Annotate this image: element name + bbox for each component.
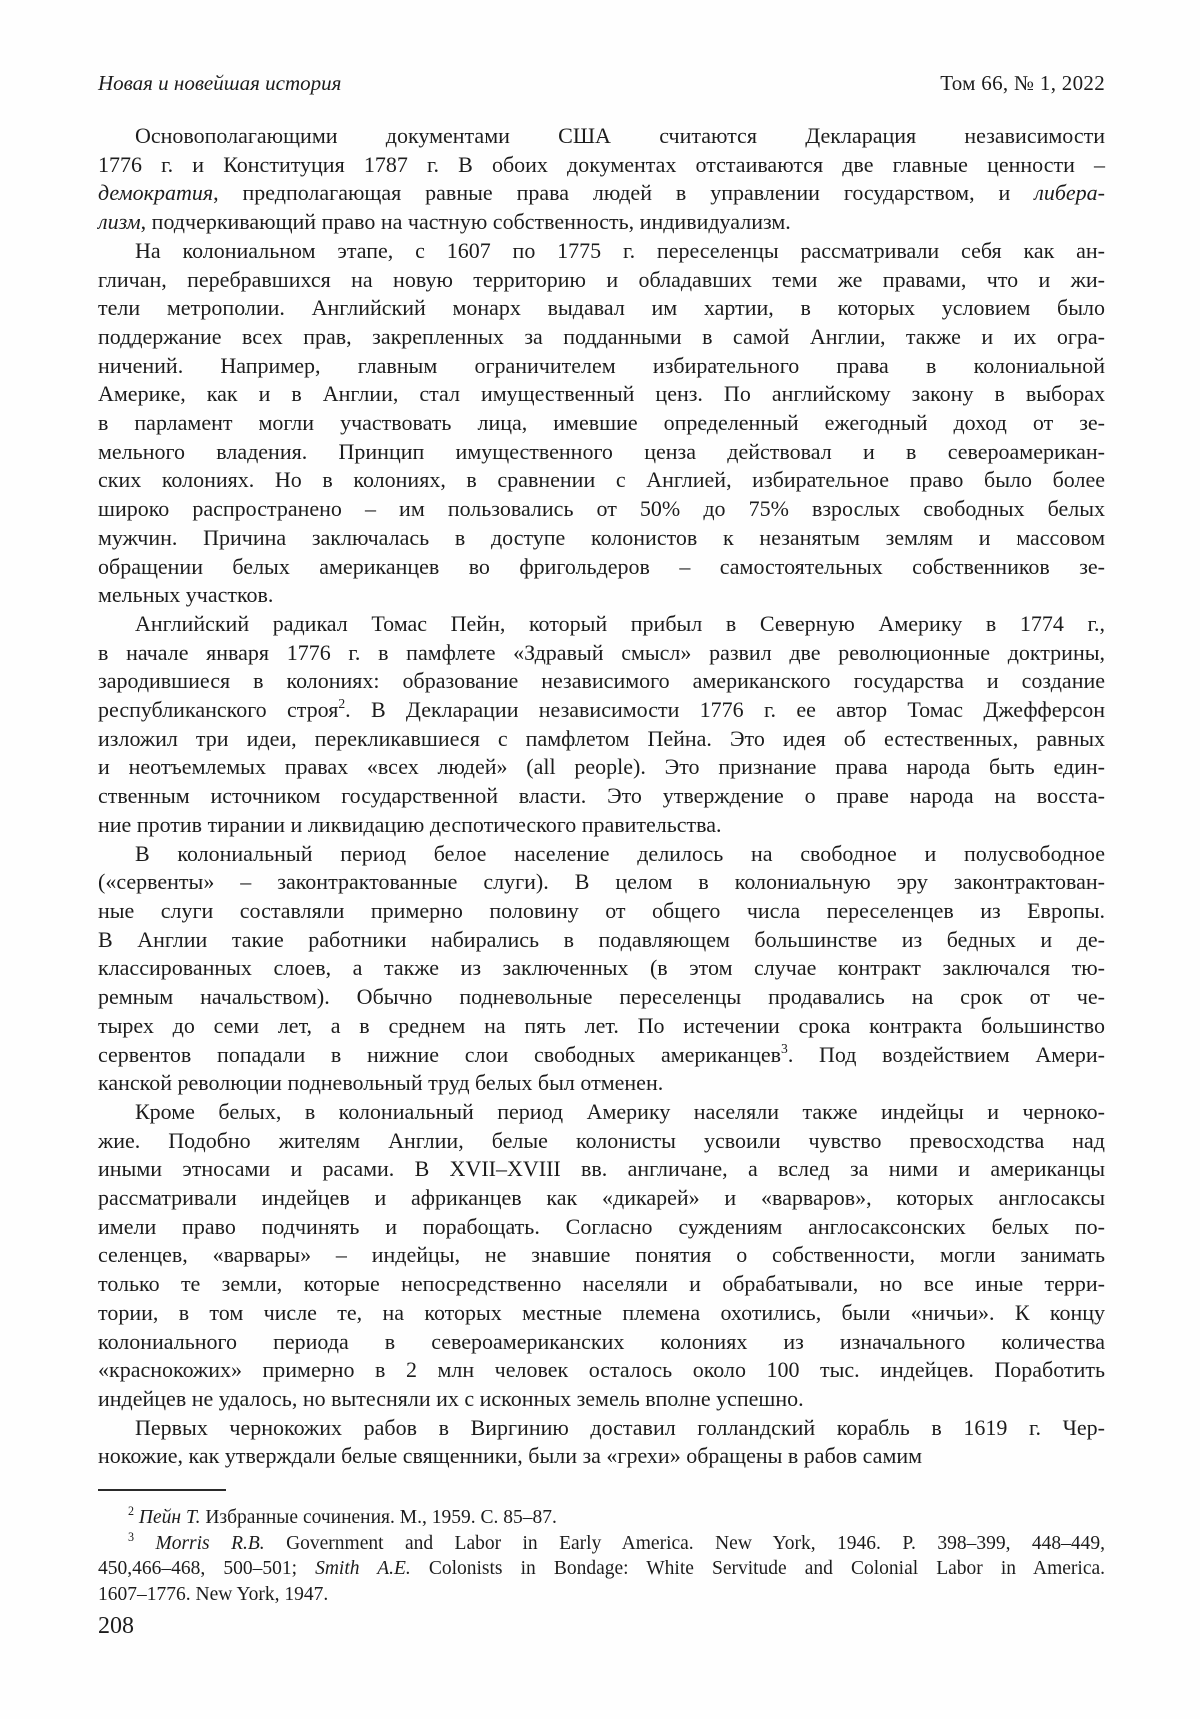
text-segment: , подчеркивающий право на частную собственность, индивидуализм.: [140, 209, 791, 235]
text-line: [98, 782, 1105, 811]
text-line: [98, 1213, 1105, 1242]
text-segment: Первых чернокожих рабов в Виргинию доставил голландский корабль в 1619 г. Чер-: [135, 1414, 1105, 1440]
text-segment: мужчин. Причина заключалась в доступе колонистов к незанятым землям и массовом: [98, 524, 1105, 550]
text-line: [98, 753, 1105, 782]
text-segment: Government and Labor in Early America. New York, 1946. P. 398–399, 448–449,: [264, 1532, 1105, 1554]
text-segment: колониального периода в североамериканских колониях из изначального количества: [98, 1328, 1105, 1354]
text-segment: в начале января 1776 г. в памфлете «Здравый смысл» развил две революционные доктрины,: [98, 639, 1105, 665]
text-line: [98, 639, 1105, 668]
footnote-marker: 2: [128, 1503, 135, 1518]
text-segment: и неотъемлемых правах «всех людей» (all people). Это признание права народа быть един-: [98, 754, 1105, 780]
text-line: [98, 179, 1105, 208]
text-segment: Америке, как и в Англии, стал имущественный ценз. По английскому закону в выборах: [98, 381, 1105, 407]
text-line: [98, 1012, 1105, 1041]
footnote: [98, 1531, 1105, 1608]
text-segment: сервентов попадали в нижние слои свободных американцев: [98, 1041, 781, 1067]
text-line: [98, 1069, 1105, 1098]
text-line: [98, 380, 1105, 409]
body-paragraph: [98, 610, 1105, 840]
text-line: [98, 954, 1105, 983]
text-segment: только те земли, которые непосредственно населяли и обрабатывали, но все иные терри-: [98, 1271, 1105, 1297]
text-segment: ние против тирании и ликвидацию деспотического правительства.: [98, 811, 722, 837]
text-segment: имели право подчинять и порабощать. Согласно суждениям англосаксонских белых по-: [98, 1213, 1105, 1239]
article-body: [98, 122, 1105, 1471]
text-segment: В колониальный период белое население делилось на свободное и полусвободное: [135, 840, 1105, 866]
text-segment: 1607–1776. New York, 1947.: [98, 1583, 329, 1605]
text-segment: ремным начальством). Обычно подневольные переселенцы продавались на срок от че-: [98, 984, 1105, 1010]
text-line: [98, 1127, 1105, 1156]
footnote: [98, 1505, 1105, 1531]
footnote-marker: 2: [338, 696, 346, 712]
body-paragraph: [98, 237, 1105, 610]
text-segment: На колониальном этапе, с 1607 по 1775 г. переселенцы рассматривали себя как ан-: [135, 237, 1105, 263]
text-line: [98, 667, 1105, 696]
footnotes: [98, 1505, 1105, 1607]
text-segment: селенцев, «варвары» – индейцы, не знавшие понятия о собственности, могли занимать: [98, 1242, 1105, 1268]
text-line: [98, 897, 1105, 926]
italic-text: Morris R.B.: [155, 1532, 265, 1554]
text-line: [98, 1531, 1105, 1557]
text-line: [98, 352, 1105, 381]
italic-text: демократия: [98, 180, 214, 206]
text-segment: ничений. Например, главным ограничителем избирательного права в колониальной: [98, 352, 1105, 378]
text-segment: . В Декларации независимости 1776 г. ее автор Томас Джефферсон: [345, 697, 1105, 723]
text-segment: Основополагающими документами США считаются Декларация независимости: [135, 123, 1105, 148]
text-line: [98, 581, 1105, 610]
text-line: [98, 323, 1105, 352]
text-line: [98, 409, 1105, 438]
text-line: [98, 524, 1105, 553]
text-segment: 450,466–468, 500–501;: [98, 1558, 316, 1580]
footer-area: [98, 1489, 1105, 1641]
text-line: [98, 237, 1105, 266]
italic-text: Пейн Т.: [138, 1507, 201, 1528]
text-line: [98, 1041, 1105, 1070]
text-segment: республиканского строя: [98, 697, 339, 723]
text-line: [98, 553, 1105, 582]
text-segment: мельных участков.: [98, 582, 274, 608]
text-line: [98, 151, 1105, 180]
text-segment: Избранные сочинения. М., 1959. С. 85–87.: [200, 1507, 557, 1528]
text-line: [98, 610, 1105, 639]
text-line: [98, 1442, 1105, 1471]
text-segment: классированных слоев, а также из заключенных (в этом случае контракт заключался тю-: [98, 955, 1105, 981]
text-segment: нокожие, как утверждали белые священники, были за «грехи» обращены в рабов самим: [98, 1443, 923, 1469]
page-number: 208: [98, 1613, 134, 1640]
italic-text: либера-: [1034, 180, 1105, 206]
body-paragraph: [98, 840, 1105, 1098]
text-segment: тырех до семи лет, а в среднем на пять лет. По истечении срока контракта большинство: [98, 1012, 1105, 1038]
text-segment: ских колониях. Но в колониях, в сравнении с Англией, избирательное право было более: [98, 467, 1105, 493]
text-line: [98, 1556, 1105, 1582]
text-segment: . Под воздействием Амери-: [787, 1041, 1106, 1067]
issue-info: Том 66, № 1, 2022: [940, 71, 1105, 95]
italic-text: лизм: [98, 209, 141, 235]
text-line: [98, 696, 1105, 725]
text-segment: [134, 1533, 155, 1554]
page-header: [98, 70, 1105, 96]
text-line: [98, 1270, 1105, 1299]
text-line: [98, 840, 1105, 869]
text-segment: В Англии такие работники набирались в подавляющем большинстве из бедных и де-: [98, 926, 1105, 952]
text-line: [98, 1098, 1105, 1127]
footnote-divider: [98, 1489, 226, 1491]
text-line: [98, 466, 1105, 495]
text-segment: зародившиеся в колониях: образование независимого американского государства и создание: [98, 668, 1105, 694]
text-segment: поддержание всех прав, закрепленных за подданными в самой Англии, также и их огра-: [98, 323, 1105, 349]
text-line: [98, 811, 1105, 840]
text-line: [98, 926, 1105, 955]
footnote-marker: 3: [781, 1040, 788, 1056]
body-paragraph: [98, 1414, 1105, 1471]
text-line: [98, 1184, 1105, 1213]
text-line: [98, 1414, 1105, 1443]
text-segment: жие. Подобно жителям Англии, белые колонисты усвоили чувство превосходства над: [98, 1127, 1105, 1153]
text-line: [98, 725, 1105, 754]
body-paragraph: [98, 1098, 1105, 1414]
text-segment: изложил три идеи, перекликавшиеся с памфлетом Пейна. Это идея об естественных, равных: [98, 725, 1105, 751]
text-segment: в парламент могли участвовать лица, имевшие определенный ежегодный доход от зе-: [98, 410, 1105, 436]
footnote-marker: 3: [128, 1529, 135, 1544]
text-line: [98, 1328, 1105, 1357]
text-segment: Кроме белых, в колониальный период Америку населяли также индейцы и черноко-: [135, 1098, 1105, 1124]
text-line: [98, 1385, 1105, 1414]
text-segment: тории, в том числе те, на которых местные племена охотились, были «ничьи». К концу: [98, 1299, 1105, 1325]
text-segment: иными этносами и расами. В XVII–XVIII вв. англичане, а вслед за ними и американцы: [98, 1156, 1105, 1182]
body-paragraph: [98, 122, 1105, 237]
text-segment: широко распространено – им пользовались от 50% до 75% взрослых свободных белых: [98, 496, 1105, 522]
text-segment: «краснокожих» примерно в 2 млн человек осталось около 100 тыс. индейцев. Поработить: [98, 1357, 1105, 1383]
text-segment: Colonists in Bondage: White Servitude and Colonial Labor in America.: [410, 1558, 1106, 1580]
text-line: [98, 1241, 1105, 1270]
text-line: [98, 1356, 1105, 1385]
journal-title: Новая и новейшая история: [98, 71, 342, 95]
italic-text: Smith A.E.: [315, 1558, 411, 1580]
text-segment: мельного владения. Принцип имущественного ценза действовал и в североамерикан-: [98, 438, 1105, 464]
text-line: [98, 438, 1105, 467]
text-segment: обращении белых американцев во фригольдеров – самостоятельных собственников зе-: [98, 553, 1105, 579]
text-segment: гличан, перебравшихся на новую территорию и обладавших теми же правами, что и жи-: [98, 266, 1105, 292]
text-segment: Английский радикал Томас Пейн, который прибыл в Северную Америку в 1774 г.,: [135, 610, 1105, 636]
text-line: [98, 1505, 1105, 1531]
text-line: [98, 208, 1105, 237]
text-line: [98, 868, 1105, 897]
text-line: [98, 294, 1105, 323]
text-segment: индейцев не удалось, но вытесняли их с исконных земель вполне успешно.: [98, 1385, 804, 1411]
text-line: [98, 1299, 1105, 1328]
text-segment: 1776 г. и Конституция 1787 г. В обоих документах отстаиваются две главные ценности –: [98, 151, 1105, 177]
text-line: [98, 266, 1105, 295]
text-segment: , предполагающая равные права людей в управлении государством, и: [213, 180, 1035, 206]
text-line: [98, 1582, 1105, 1608]
text-segment: рассматривали индейцев и африканцев как «дикарей» и «варваров», которых англосаксы: [98, 1185, 1105, 1211]
text-line: [98, 1155, 1105, 1184]
text-segment: канской революции подневольный труд белых был отменен.: [98, 1070, 664, 1096]
text-segment: ные слуги составляли примерно половину от общего числа переселенцев из Европы.: [98, 897, 1105, 923]
text-segment: («сервенты» – законтрактованные слуги). В целом в колониальную эру законтрактован-: [98, 869, 1105, 895]
text-segment: тели метрополии. Английский монарх выдавал им хартии, в которых условием было: [98, 295, 1105, 321]
text-line: [98, 983, 1105, 1012]
text-line: [98, 122, 1105, 151]
text-segment: ственным источником государственной власти. Это утверждение о праве народа на восста-: [98, 783, 1105, 809]
text-line: [98, 495, 1105, 524]
